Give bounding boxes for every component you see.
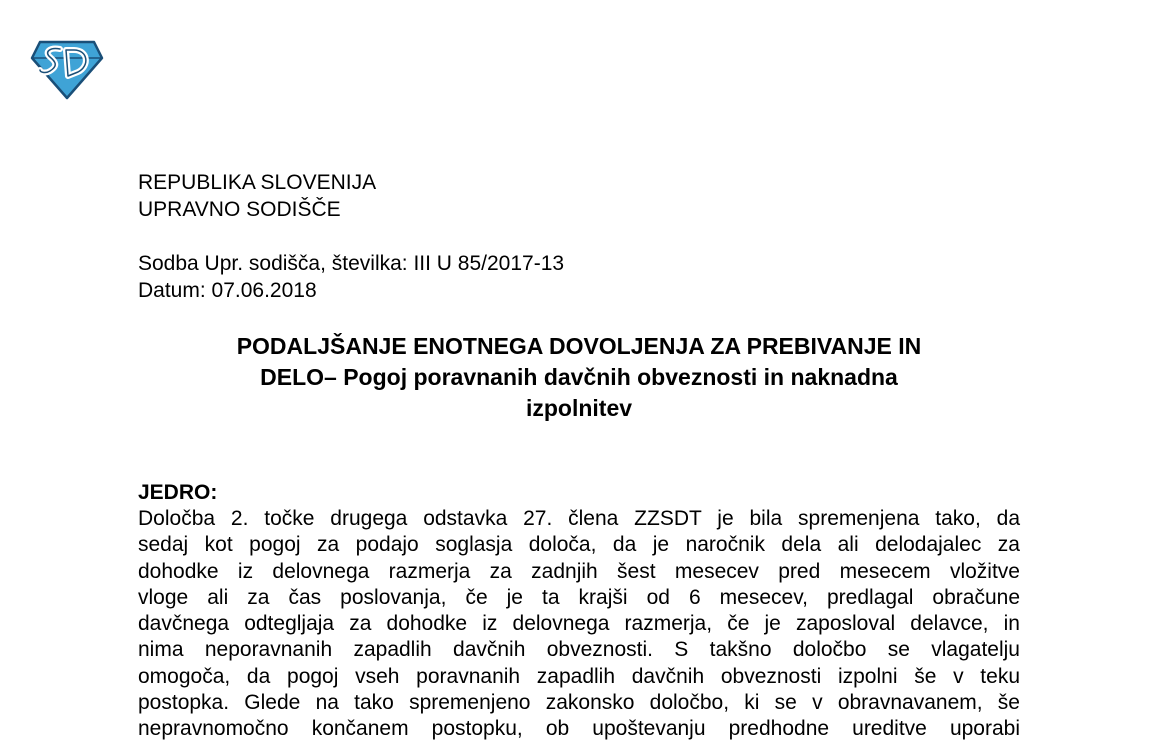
paragraph-line: Določba 2. točke drugega odstavka 27. člena ZZSDT je bila spremenjena tako, da <box>138 507 1020 530</box>
paragraph-line: dohodke iz delovnega razmerja za zadnjih šest mesecev pred mesecem vložitve <box>138 559 1020 583</box>
court-name-line: UPRAVNO SODIŠČE <box>138 198 341 221</box>
title-line: PODALJŠANJE ENOTNEGA DOVOLJENJA ZA PREBIVANJE IN <box>236 333 922 359</box>
paragraph-line: vloge ali za čas poslovanja, če je ta krajši od 6 mesecev, predlagal obračune <box>138 585 1020 609</box>
jedro-heading: JEDRO: <box>138 481 218 504</box>
paragraph-line: nepravnomočno končanem postopku, ob upoštevanju predhodne ureditve uporabi <box>138 717 1020 741</box>
paragraph-line: postopka. Glede na tako spremenjeno zakonsko določbo, ki se v obravnavanem, še <box>138 691 1020 715</box>
sd-diamond-logo-icon <box>30 40 104 100</box>
paragraph-line: davčnega odtegljaja za dohodke iz delovnega razmerja, če je zaposloval delavce, in <box>138 612 1020 636</box>
case-date-line: Datum: 07.06.2018 <box>138 279 317 302</box>
title-line: izpolnitev <box>525 395 633 421</box>
title-line: DELO– Pogoj poravnanih davčnih obveznosti in naknadna <box>260 364 898 390</box>
document-title <box>138 331 1020 424</box>
court-header <box>138 169 376 223</box>
jedro-paragraph <box>138 506 1020 743</box>
paragraph-line: omogoča, da pogoj vseh poravnanih zapadlih davčnih obveznosti izpolni še v teku <box>138 664 1020 688</box>
paragraph-line: sedaj kot pogoj za podajo soglasja določa, da je naročnik dela ali delodajalec za <box>138 533 1020 557</box>
paragraph-line: nima neporavnanih zapadlih davčnih obveznosti. S takšno določbo se vlagatelju <box>138 638 1020 662</box>
case-info <box>138 250 564 304</box>
republic-line: REPUBLIKA SLOVENIJA <box>138 171 377 194</box>
case-number-line: Sodba Upr. sodišča, številka: III U 85/2017-13 <box>138 252 565 275</box>
